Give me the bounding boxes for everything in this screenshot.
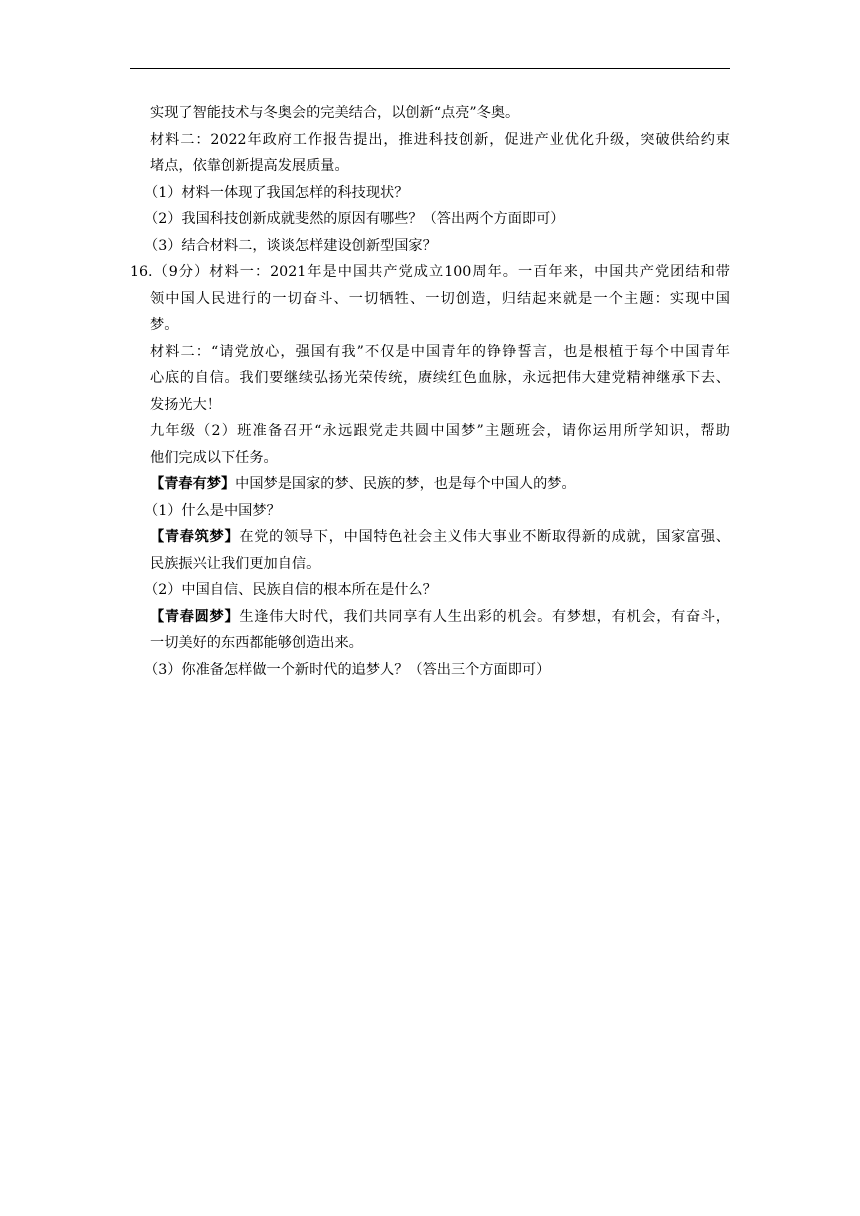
text-line: 实现了智能技术与冬奥会的完美结合，以创新“点亮”冬奥。 xyxy=(150,105,520,121)
section-heading: 【青春有梦】 xyxy=(150,476,236,492)
material-two-q16: 材料二：“请党放心，强国有我”不仅是中国青年的铮铮誓言，也是根植于每个中国青年 xyxy=(150,343,730,360)
text-line: 一切美好的东西都能够创造出来。 xyxy=(150,635,363,651)
sub-question-2: （2）我国科技创新成就斐然的原因有哪些？（答出两个方面即可） xyxy=(144,211,565,227)
document-body xyxy=(130,100,730,683)
text-line: 梦。 xyxy=(150,317,179,333)
text-line: 心底的自信。我们要继续弘扬光荣传统，赓续红色血脉，永远把伟大建党精神继承下去、 xyxy=(150,370,730,386)
text-line: 发扬光大！ xyxy=(150,396,221,413)
section-text: 中国梦是国家的梦、民族的梦，也是每个中国人的梦。 xyxy=(235,476,576,492)
sub-question-3: （3）结合材料二，谈谈怎样建设创新型国家？ xyxy=(144,237,437,254)
material-two-q15: 材料二：2022年政府工作报告提出，推进科技创新，促进产业优化升级，突破供给约束 xyxy=(150,131,730,148)
section-heading: 【青春筑梦】 xyxy=(150,529,240,545)
header-rule xyxy=(130,68,730,69)
section-text: 在党的领导下，中国特色社会主义伟大事业不断取得新的成就，国家富强、 xyxy=(239,529,730,545)
section-youth-build xyxy=(130,524,730,551)
text-line: 堵点，依靠创新提高发展质量。 xyxy=(150,158,349,174)
section-text: 生逢伟大时代，我们共同享有人生出彩的机会。有梦想，有机会，有奋斗， xyxy=(239,608,730,625)
question-16-header: 16.（9分）材料一：2021年是中国共产党成立100周年。一百年来，中国共产党团结和带 xyxy=(130,264,730,280)
text-line: 民族振兴让我们更加自信。 xyxy=(150,555,321,572)
section-youth-dream xyxy=(130,471,730,498)
sub-question-3: （3）你准备怎样做一个新时代的追梦人？（答出三个方面即可） xyxy=(144,661,551,678)
sub-question-2: （2）中国自信、民族自信的根本所在是什么？ xyxy=(144,582,437,598)
sub-question-1: （1）什么是中国梦？ xyxy=(144,502,281,519)
text-line: 他们完成以下任务。 xyxy=(150,449,278,466)
section-heading: 【青春圆梦】 xyxy=(150,608,240,625)
text-line: 领中国人民进行的一切奋斗、一切牺牲、一切创造，归结起来就是一个主题：实现中国 xyxy=(150,290,730,307)
sub-question-1: （1）材料一体现了我国怎样的科技现状？ xyxy=(144,184,409,201)
section-youth-fulfill xyxy=(130,604,730,631)
task-intro: 九年级（2）班准备召开“永远跟党走共圆中国梦”主题班会，请你运用所学知识，帮助 xyxy=(150,423,730,439)
